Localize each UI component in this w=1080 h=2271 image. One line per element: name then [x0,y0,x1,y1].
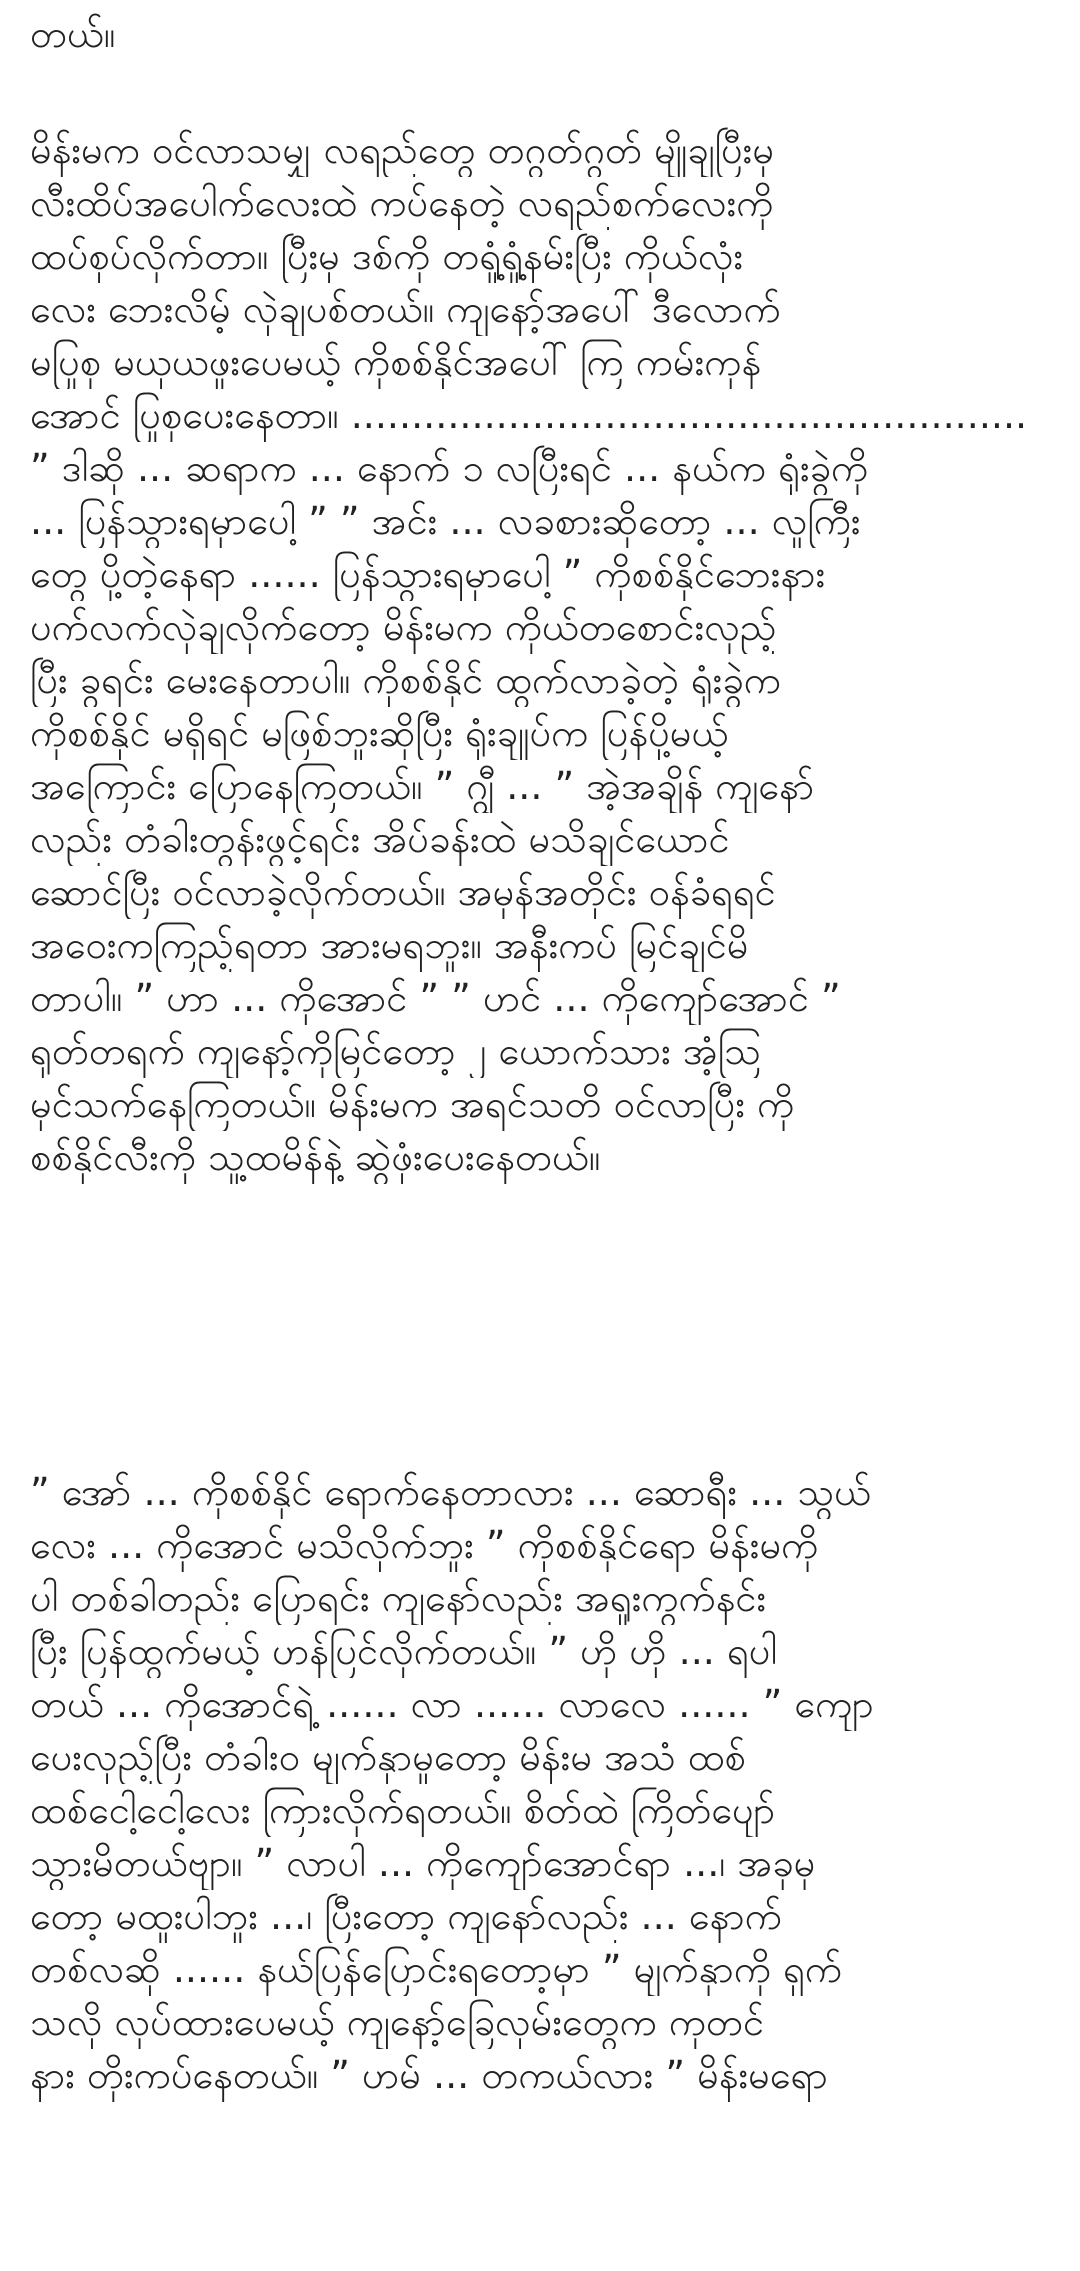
text-line: ရုတ်တရက် ကျနော့်ကိုမြင်တော့ ၂ ယောက်သား အံ့သြ [30,1029,761,1073]
text-line: ဆောင်ပြီး ဝင်လာခဲ့လိုက်တယ်။ အမှန်အတိုင်း ဝန်ခံရရင် [30,870,776,914]
text-line: ပက်လက်လှဲချလိုက်တော့ မိန်းမက ကိုယ်တစောင်းလှည့် [30,605,777,649]
text-line: အကြောင်း ပြောနေကြတယ်။ ” ဂျွီ ... ” အဲ့အချိန် ကျနော် [30,764,815,808]
text-line: ပြီး ခွရင်း မေးနေတာပါ။ ကိုစစ်နိုင် ထွက်လာခဲ့တဲ့ ရုံးခွဲက [30,658,781,702]
text-line: သလို လုပ်ထားပေမယ့် ကျနော့်ခြေလှမ်းတွေက ကုတင် [30,2000,765,2044]
text-line: လီးထိပ်အပေါက်လေးထဲ ကပ်နေတဲ့ လရည်စက်လေးကို [30,181,774,225]
text-line: ပါ တစ်ခါတည်း ပြောရင်း ကျနော်လည်း အရှုးကွက်နင်း [30,1576,767,1620]
text-line: တွေ ပို့တဲ့နေရာ ...... ပြန်သွားရမှာပေါ့ ” ကိုစစ်နိုင်ဘေးနား [30,552,826,596]
paragraph-3 [30,1466,1050,2102]
text-line: နား တိုးကပ်နေတယ်။ ” ဟမ် ... တကယ်လား ” မိန်းမရော [30,2053,828,2097]
text-line: လေး ... ကိုအောင် မသိလိုက်ဘူး ” ကိုစစ်နိုင်ရော မိန်းမကို [30,1523,819,1567]
text-line: တစ်လဆို ...... နယ်ပြန်ပြောင်းရတော့မှာ ” မျက်နှာကို ရှက် [30,1947,843,1991]
text-line: လည်း တံခါးတွန်းဖွင့်ရင်း အိပ်ခန်းထဲ မသိချင်ယောင် [30,817,730,861]
text-line: ထပ်စုပ်လိုက်တာ။ ပြီးမှ ဒစ်ကို တရှုံ့ရှုံ့နမ်းပြီး ကိုယ်လုံး [30,234,744,278]
text-line: ပြီး ပြန်ထွက်မယ့် ဟန်ပြင်လိုက်တယ်။ ” ဟို ဟို ... ရပါ [30,1629,778,1673]
text-line: တာပါ။ ” ဟာ ... ကိုအောင် ” ” ဟင် ... ကိုကျော်အောင် ” [30,976,841,1020]
text-line: အောင် ပြုစုပေးနေတာ။ ........................................................ [30,393,1028,437]
text-line: တယ်။ [30,12,116,56]
text-line: အဝေးကကြည့်ရတာ အားမရဘူး။ အနီးကပ် မြင်ချင်မိ [30,923,749,967]
text-line: ” ဒါဆို ... ဆရာက ... နောက် ၁ လပြီးရင် ... နယ်က ရုံးခွဲကို [30,446,869,490]
text-line: မိန်းမက ဝင်လာသမျှ လရည်တွေ တဂွတ်ဂွတ် မျိုချပြီးမှ [30,128,775,172]
text-line: စစ်နိုင်လီးကို သူ့ထမိန်နဲ့ ဆွဲဖုံးပေးနေတယ်။ [30,1135,601,1179]
text-line: ထစ်ငေါ့ငေါ့လေး ကြားလိုက်ရတယ်။ စိတ်ထဲ ကြိတ်ပျော် [30,1788,776,1832]
text-line: တော့ မထူးပါဘူး ...၊ ပြီးတော့ ကျနော်လည်း ... နောက် [30,1894,782,1938]
text-line: မှင်သက်နေကြတယ်။ မိန်းမက အရင်သတိ ဝင်လာပြီး ကို [30,1082,795,1126]
text-line: သွားမိတယ်ဗျာ။ ” လာပါ ... ကိုကျော်အောင်ရာ ...၊ အခုမှ [30,1841,816,1885]
text-line: လေး ဘေးလိမ့် လှဲချပစ်တယ်။ ကျနော့်အပေါ် ဒီလောက် [30,287,781,331]
paragraph-2 [30,124,1050,1184]
text-line: တယ် ... ကိုအောင်ရဲ့ ...... လာ ...... လာလေ ...... ” ကျော [30,1682,874,1726]
text-line: ” အော် ... ကိုစစ်နိုင် ရောက်နေတာလား ... ဆောရီး ... သွယ် [30,1470,872,1514]
text-line: မပြုစု မယုယဖူးပေမယ့် ကိုစစ်နိုင်အပေါ် ကြ ကမ်းကုန် [30,340,762,384]
text-line: ... ပြန်သွားရမှာပေါ့ ” ” အင်း ... လခစားဆိုတော့ ... လူကြီး [30,499,861,543]
text-line: ကိုစစ်နိုင် မရှိရင် မဖြစ်ဘူးဆိုပြီး ရုံးချုပ်က ပြန်ပို့မယ့် [30,711,729,755]
paragraph-1 [30,8,1050,61]
text-line: ပေးလှည့်ပြီး တံခါးဝ မျက်နှာမူတော့ မိန်းမ အသံ ထစ် [30,1735,746,1779]
